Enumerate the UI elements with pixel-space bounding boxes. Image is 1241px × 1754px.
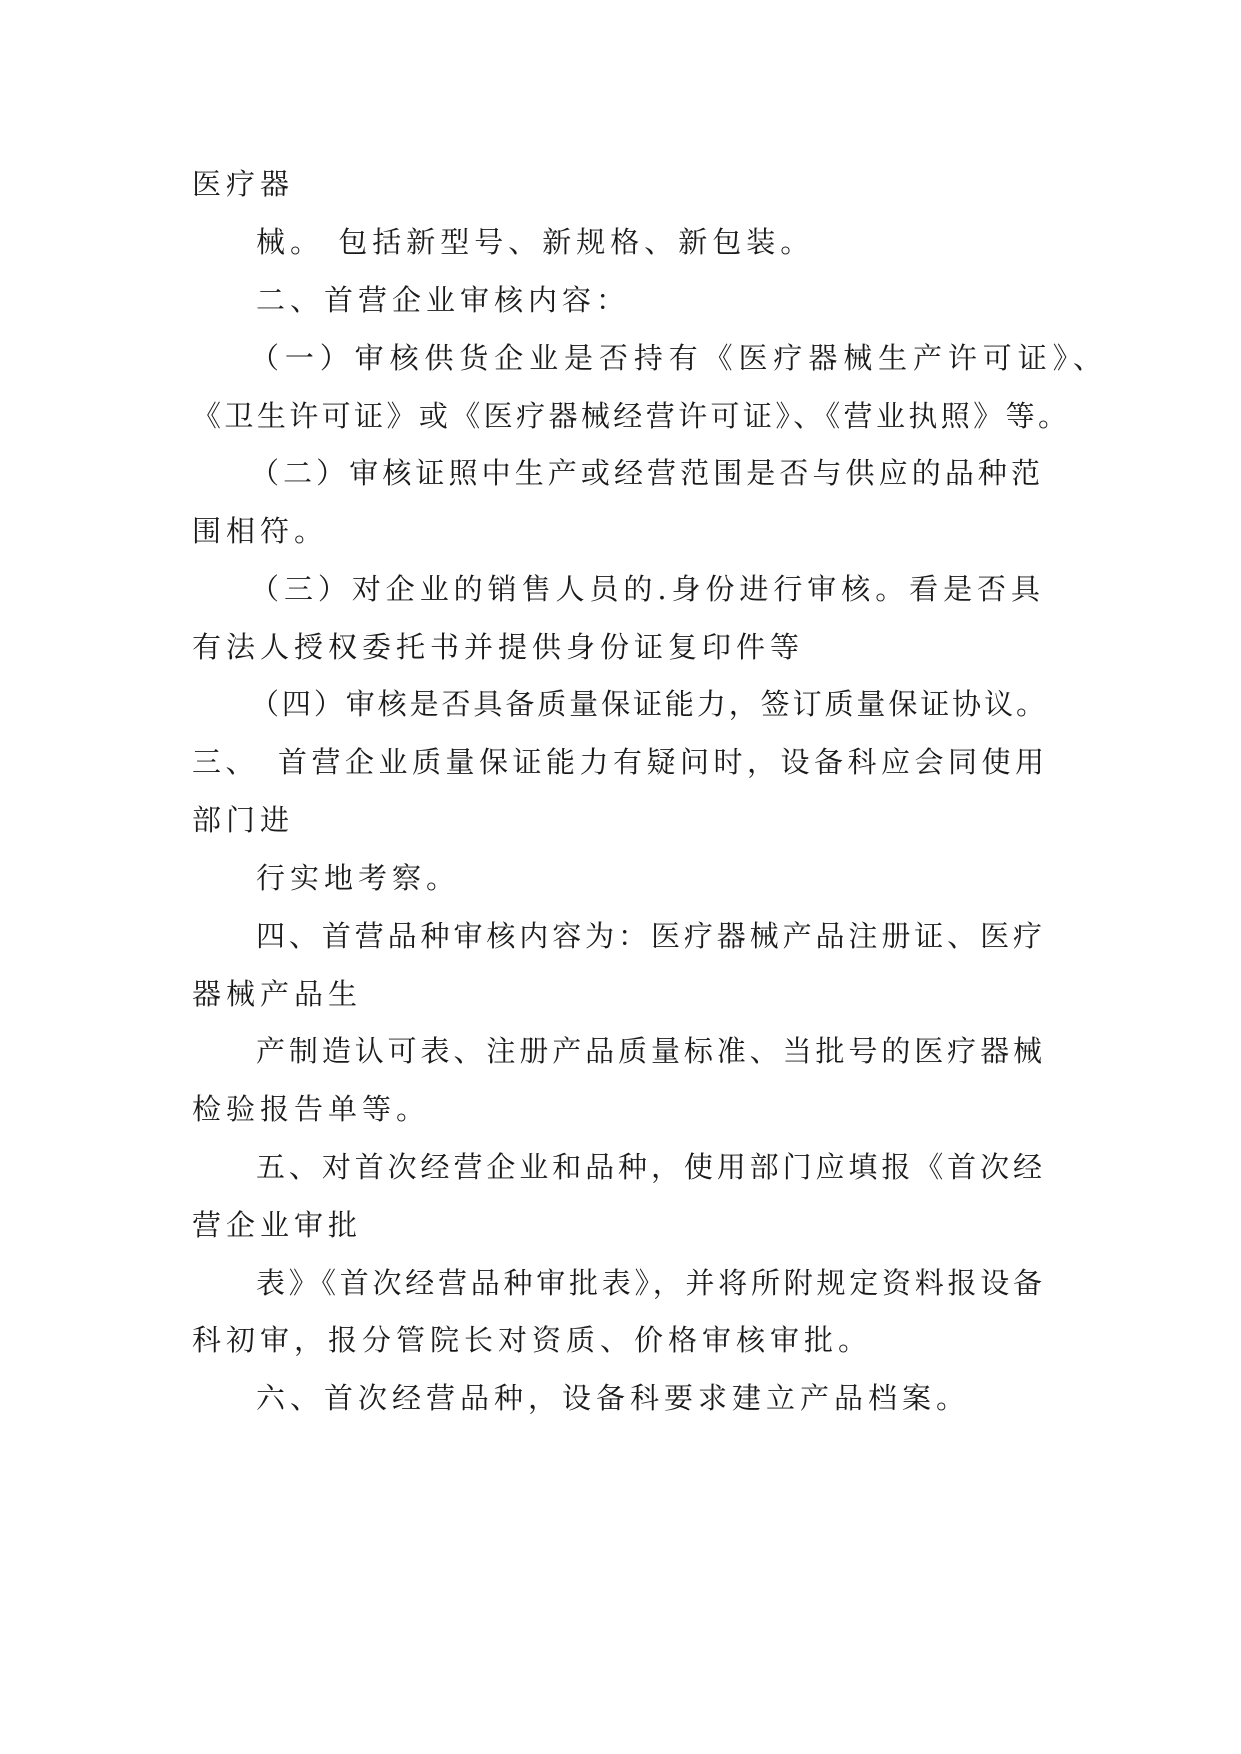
text-line: （二）审核证照中生产或经营范围是否与供应的品种范 xyxy=(250,456,1040,490)
section-heading: 五、对首次经营企业和品种，使用部门应填报《首次经 xyxy=(256,1150,1042,1184)
text-line: 表》《首次经营品种审批表》，并将所附规定资料报设备 xyxy=(256,1266,1042,1300)
text-line: （三）对企业的销售人员的.身份进行审核。看是否具 xyxy=(250,572,1040,606)
text-line: 械。 包括新型号、新规格、新包装。 xyxy=(256,225,815,259)
section-heading: 三、 首营企业质量保证能力有疑问时，设备科应会同使用 xyxy=(192,745,1044,779)
text-line: 产制造认可表、注册产品质量标准、当批号的医疗器械 xyxy=(256,1034,1042,1068)
section-heading: 四、首营品种审核内容为：医疗器械产品注册证、医疗 xyxy=(256,919,1042,953)
text-line: 医疗器 xyxy=(192,167,295,201)
text-line: 检验报告单等。 xyxy=(192,1092,431,1126)
text-line: 营企业审批 xyxy=(192,1208,363,1242)
text-line: 行实地考察。 xyxy=(256,861,461,895)
text-line: 《卫生许可证》或《医疗器械经营许可证》、《营业执照》等。 xyxy=(192,399,1067,433)
text-line: （四）审核是否具备质量保证能力，签订质量保证协议。 xyxy=(250,687,1045,721)
text-line: 围相符。 xyxy=(192,514,329,548)
text-line: （一）审核供货企业是否持有《医疗器械生产许可证》、 xyxy=(250,341,1102,375)
text-line: 有法人授权委托书并提供身份证复印件等 xyxy=(192,630,805,664)
section-heading: 二、首营企业审核内容： xyxy=(256,283,631,317)
text-line: 科初审，报分管院长对资质、价格审核审批。 xyxy=(192,1323,873,1357)
text-line: 器械产品生 xyxy=(192,977,363,1011)
text-line: 部门进 xyxy=(192,803,295,837)
section-heading: 六、首次经营品种，设备科要求建立产品档案。 xyxy=(256,1381,971,1415)
